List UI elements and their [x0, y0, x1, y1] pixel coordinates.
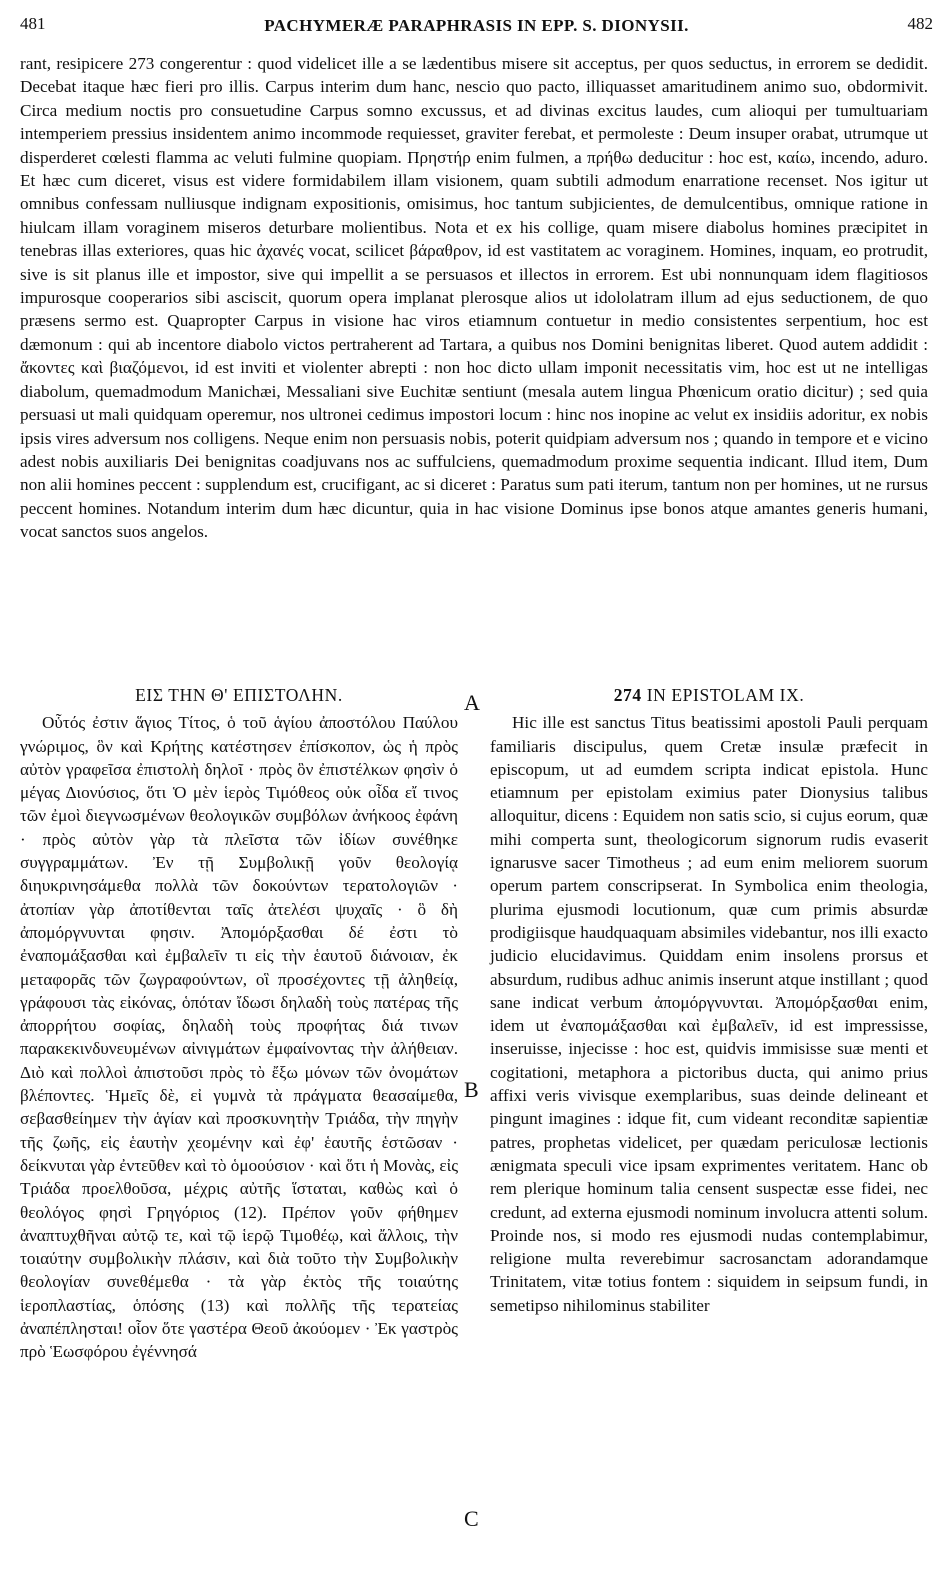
- margin-letter-b: B: [464, 1077, 479, 1102]
- greek-column: [20, 684, 458, 1364]
- greek-column-heading: ΕΙΣ ΤΗΝ Θ' ΕΠΙΣΤΟΛΗΝ.: [135, 685, 343, 705]
- greek-column-text: Οὗτός ἐστιν ἅγιος Τίτος, ὁ τοῦ ἁγίου ἀποστόλου Παύλου γνώριμος, ὃν καὶ Κρήτης κατέστησεν ἐπίσκοπον, ὡς ἡ πρὸς αὐτὸν γραφεῖσα ἐπιστολὴ δηλοῖ · πρὸς ὃν ἐπιστέλκων φησὶν ὁ μέγας Διονύσιος, ὅτι Ὁ μὲν ἱερὸς Τιμόθεος οὐκ οἶδα εἴ τινος τῶν ἐμοὶ διεγνωσμένων θεολογικῶν συμβόλων ἀνήκοος ἐφάνη · πρὸς αὐτὸν γὰρ τὰ πλεῖστα τῶν ἰδίων συνέθηκε συγγραμμάτων. Ἐν τῇ Συμβολικῇ γοῦν θεολογίᾳ διηυκρινησάμεθα πολλὰ τῶν δοκούντων τερατολογιῶν · ἀτοπίαν γὰρ ἀποτίθενται ταῖς ἀτελέσι ψυχαῖς · ὃ δὴ ἀπομόργνυνται φησιν. Ἀπομόρξασθαι δέ ἐστι τὸ ἐναπομάξασθαι καὶ ἐμβαλεῖν τι εἰς τὴν ἑαυτοῦ διάνοιαν, ἐκ μεταφορᾶς τῶν ζωγραφούντων, οἳ προσέχοντες τῇ ἀληθείᾳ, γράφουσι τὰς εἰκόνας, ὁπόταν ἴδωσι δηλαδὴ τοὺς πατέρας τῆς ἀπορρήτου σοφίας, δηλαδὴ τοὺς προφήτας διά τινων παρακεκινδυνευμένων αἰνιγμάτων ἐμφαίνοντας τὴν ἀλήθειαν. Διὸ καὶ πολλοὶ ἀπιστοῦσι πρὸς τὸ ἔξω μόνων τῶν ὀνομάτων βλέποντες. Ἡμεῖς δὲ, εἰ γυμνὰ τὰ πράγματα θεασαίμεθα, σεβασθείημεν τὴν ἁγίαν καὶ προσκυνητὴν Τριάδα, τὴν πηγὴν τῆς ζωῆς, εἰς ἑαυτὴν χεομένην καὶ ἐφ' ἑαυτῆς ἑστῶσαν · δείκνυται γὰρ ἐντεῦθεν καὶ τὸ ὁμοούσιον · καὶ ὅτι ἡ Μονὰς, εἰς Τριάδα προελθοῦσα, μέχρις αὐτῆς ἵσταται, καθὼς καὶ ὁ θεολόγος φησὶ Γρηγόριος (12). Πρέπον γοῦν φήθημεν ἀναπτυχθῆναι αὐτῷ τε, καὶ τῷ ἱερῷ Τιμοθέῳ, καὶ ἄλλοις, τὴν τοιαύτην συμβολικὴν πλάσιν, καὶ διὰ τοῦτο τὴν Συμβολικὴν θεολογίαν συνεθέμεθα · τὰ γὰρ ἐκτὸς τῆς τοιαύτης ἱεροπλαστίας, ὁπόσης (13) καὶ πολλῆς τῆς τερατείας ἀναπέπλησται! οἷον ὅτε γαστέρα Θεοῦ ἀκούομεν · Ἐκ γαστρὸς πρὸ Ἑωσφόρου ἐγέννησά: [20, 713, 458, 1362]
- latin-heading-title: IN EPISTOLAM IX.: [646, 685, 805, 705]
- page-header: [20, 14, 933, 40]
- page-number-right: 482: [907, 14, 933, 33]
- latin-column-text: Hic ille est sanctus Titus beatissimi apostoli Pauli perquam familiaris discipulus, quem Cretæ insulæ præfecit in episcopum, ut ad eumdem scripta indicat epistola. Hunc etiamnum per epistolam eximius pater Dionysius talibus alloquitur, dicens : Equidem non satis scio, si cujus eorum, quæ mihi comperta sunt, theologicorum signorum rudis evaserit ignarusve sacer Timotheus ; ad eum enim meliorem suorum operum partem conscripserat. In Symbolica enim theologia, plurima ejusmodi locutionum, quæ cum primis absurdæ prodigiisque haudquaquam absimiles videbantur, nos illi exacto judicio elucidavimus. Quiddam enim insolens prorsus et absurdum, rudibus adhuc animis inserunt atque instillant ; quod sane indicat verbum ἀπομόργνυνται. Ἀπομόρξασθαι enim, idem ut ἐναπομάξασθαι καὶ ἐμβαλεῖν, id est impressisse, inseruisse, injecisse : hoc est, quidvis immisisse suæ menti et cogitationi, metaphora a pictoribus ducta, qui animo prius affixi veris vivisque exemplaribus, suas deinde delineant et pingunt imagines : idque fit, cum videant reconditæ sapientiæ patres, prophetas videlicet, per quædam periculosæ lectionis ænigmata speculi vice ipsam exprimentes veritatem. Hanc ob rem plerique hominum talia censent suspectæ esse fidei, nec credunt, ad externa ejusmodi nominum involucra attenti solum. Proinde nos, si modo res ejusmodi nudas contemplabimur, religione multa reverebimur sacrosanctam adorandamque Trinitatem, vitæ totius fontem : siquidem in seipsum fundi, in semetipso nihilominus stabiliter: [490, 713, 928, 1315]
- latin-heading-number: 274: [613, 685, 642, 705]
- latin-column-heading: [490, 684, 928, 707]
- margin-letter-c: C: [464, 1506, 479, 1531]
- latin-column: [490, 684, 928, 1317]
- page-number-left: 481: [20, 14, 46, 33]
- running-title: PACHYMERÆ PARAPHRASIS IN EPP. S. DIONYSII.: [264, 16, 689, 35]
- top-latin-paragraph: rant, resipicere 273 congerentur : quod videlicet ille a se lædentibus misere sit acceptus, per quos seductus, in errorem se dedidit. Decebat itaque hæc fieri pro illis. Carpus interim dum hanc, nescio quo pacto, illiquasset amaritudinem animo suo, obdormivit. Circa medium noctis pro consuetudine Carpus somno excussus, et ad divinas excitus laudes, cum alioqui per tumultuariam intemperiem pressius insidentem animo incommode requiesset, graviter ferebat, et permoleste : Deum insuper orabat, utrumque ut disperderet cœlesti flamma ac veluti fulmine quopiam. Πρηστήρ enim fulmen, a πρήθω deducitur : hoc est, καίω, incendo, aduro. Et hæc cum diceret, visus est videre formidabilem illam visionem, quam subtili admodum enarratione recenset. Nos igitur ut omnibus confessam nulliusque indignam expositionis, omisimus, hoc tantum subjicientes, de demulcentibus, omnique ratione in hiulcam illam voraginem miseros deturbare molientibus. Nota et ex his collige, quam misere diabolus homines præcipitet in tenebras illas exteriores, quas hic ἀχανές vocat, scilicet βάραθρον, id est vastitatem ac voraginem. Homines, inquam, eo protrudit, sive is sit planus ille et impostor, sive qui impellit a se persuasos et illectos in errorem. Est ubi nonnunquam idem flagitiosos impurosque cooperarios sibi asciscit, quorum opera implanat plerosque alios ut idololatram illum ad ejus seductionem, de quo præsens sermo est. Quapropter Carpus in visione hac viros etiamnum contuetur in medio consistentes serpentium, hoc est dæmonum : qui ab incentore diabolo victos pertraherent ad Tartara, a quibus nos Domini benignitas liberet. Quod autem addidit : ἄκοντες καὶ βιαζόμενοι, id est inviti et violenter abrepti : non hoc dicto ullam imponit necessitatis vim, hoc est ut ne intelligas diabolum, quemadmodum Manichæi, Messaliani sive Euchitæ sentiunt (mesala autem lingua Phœnicum oratio dicitur) ; sed quia persuasi ut mali quidquam operemur, nos ultronei cedimus impostori locum : hinc nos inopine ac velut ex insidiis adoritur, ex nobis ipsis vires adversum nos colligens. Neque enim non persuasis nobis, poterit quidpiam adversum nos ; quando in tempore et e vicino adest nobis auxiliaris Dei benignitas coadjuvans nos ac suffulciens, quemadmodum proxime sequentia indicant. Illud item, Dum non alii homines peccent : supplendum est, crucifigant, ac si diceret : Paratus sum pati iterum, tantum non per homines, ut ne rursus peccent homines. Notandum interim dum hæc dicuntur, quia in hac visione Dominus ipse bonos atque amantes generis humani, vocat sanctos suos angelos.: [20, 54, 928, 542]
- margin-letter-a: A: [464, 690, 480, 715]
